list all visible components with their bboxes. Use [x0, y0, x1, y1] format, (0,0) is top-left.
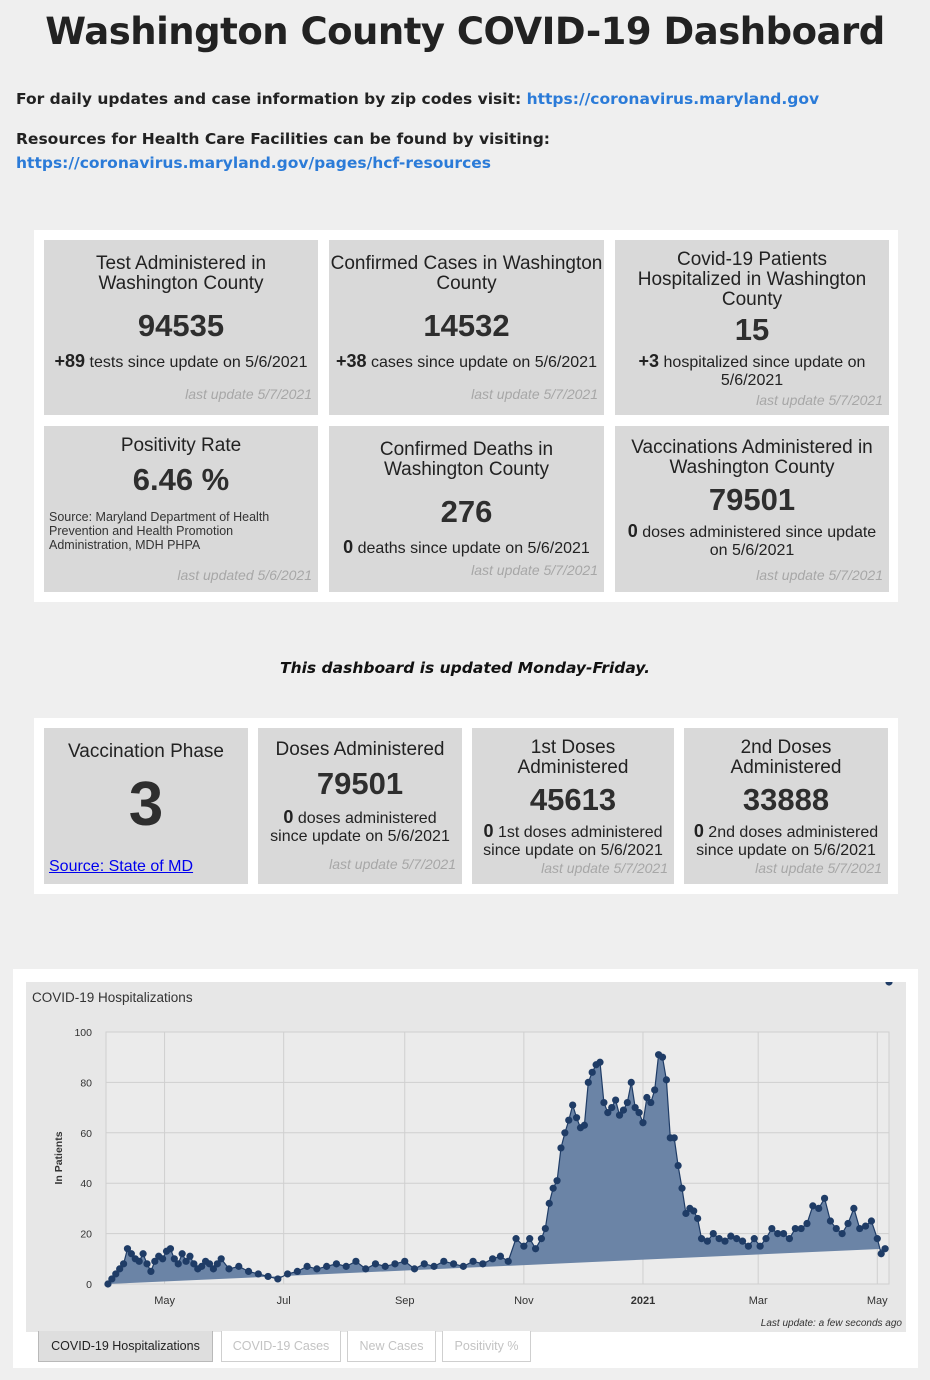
hospitalized-delta-number: +3 — [638, 351, 660, 371]
data-point — [218, 1255, 225, 1262]
tests-updated: last update 5/7/2021 — [185, 386, 312, 402]
data-point — [553, 1177, 560, 1184]
doses-delta — [258, 808, 462, 846]
vaccinations-delta — [615, 522, 889, 560]
data-point — [751, 1235, 758, 1242]
daily-updates-text: For daily updates and case information by zip codes visit: — [16, 90, 527, 108]
data-point — [585, 1079, 592, 1086]
chart-panel — [13, 969, 918, 1368]
data-point — [489, 1255, 496, 1262]
data-point — [581, 1122, 588, 1129]
data-point — [786, 1235, 793, 1242]
data-point — [569, 1101, 576, 1108]
data-point — [780, 1230, 787, 1237]
cases-title: Confirmed Cases in Washington County — [330, 253, 603, 294]
data-point — [333, 1260, 340, 1267]
tests-delta-number: +89 — [54, 351, 86, 371]
chart-title: COVID-19 Hospitalizations — [32, 990, 193, 1005]
data-point — [565, 1117, 572, 1124]
data-point — [639, 1119, 646, 1126]
hospitalized-card — [615, 240, 889, 415]
tab-new-cases[interactable]: New Cases — [347, 1331, 436, 1362]
data-point — [624, 1099, 631, 1106]
doses-updated: last update 5/7/2021 — [329, 856, 456, 872]
hospitalized-delta — [615, 352, 889, 390]
data-point — [136, 1258, 143, 1265]
vaccinations-delta-text: doses administered since update on 5/6/2021 — [637, 524, 877, 559]
state-md-source-link[interactable]: Source: State of MD — [49, 858, 194, 875]
data-point — [343, 1263, 350, 1270]
tests-card — [44, 240, 318, 415]
data-point — [628, 1079, 635, 1086]
data-point — [745, 1243, 752, 1250]
data-point — [608, 1104, 615, 1111]
data-point — [600, 1099, 607, 1106]
positivity-value: 6.46 % — [132, 462, 230, 497]
second-doses-title: 2nd Doses Administered — [730, 737, 842, 778]
data-point — [659, 1054, 666, 1061]
data-point — [460, 1263, 467, 1270]
stats-panel — [34, 230, 898, 602]
data-point — [382, 1263, 389, 1270]
data-point — [557, 1144, 564, 1151]
doses-value: 79501 — [316, 766, 404, 801]
second-doses-delta — [684, 822, 888, 860]
vaccinations-title: Vaccinations Administered in Washington County — [631, 437, 873, 478]
deaths-delta-number: 0 — [343, 537, 354, 557]
deaths-delta — [329, 538, 604, 558]
hospitalized-updated: last update 5/7/2021 — [756, 392, 883, 408]
positivity-title: Positivity Rate — [120, 435, 242, 456]
data-point — [372, 1260, 379, 1267]
data-point — [827, 1217, 834, 1224]
hcf-resources-line — [16, 127, 921, 175]
doses-delta-number: 0 — [283, 807, 294, 827]
positivity-updated: last updated 5/6/2021 — [177, 567, 312, 583]
data-point — [143, 1260, 150, 1267]
data-point — [225, 1265, 232, 1272]
data-point — [675, 1162, 682, 1169]
data-point — [833, 1225, 840, 1232]
deaths-card — [329, 426, 604, 592]
doses-title: Doses Administered — [275, 739, 445, 760]
data-point — [304, 1263, 311, 1270]
data-point — [430, 1263, 437, 1270]
data-point — [589, 1069, 596, 1076]
data-point — [647, 1099, 654, 1106]
vaccination-phase-title: Vaccination Phase — [68, 741, 224, 762]
hcf-resources-text: Resources for Health Care Facilities can be found by visiting: — [16, 130, 551, 148]
cases-card — [329, 240, 604, 415]
data-point — [401, 1258, 408, 1265]
data-point — [803, 1220, 810, 1227]
data-point — [245, 1268, 252, 1275]
y-tick-label: 40 — [80, 1178, 92, 1191]
data-point — [739, 1238, 746, 1245]
tests-title: Test Administered in Washington County — [95, 253, 267, 294]
vaccinations-updated: last update 5/7/2021 — [756, 567, 883, 583]
data-point — [175, 1260, 182, 1267]
tests-delta-text: tests since update on 5/6/2021 — [85, 354, 308, 371]
first-doses-value: 45613 — [529, 782, 617, 817]
hospitalized-delta-text: hospitalized since update on 5/6/2021 — [659, 354, 866, 389]
data-point — [323, 1263, 330, 1270]
data-point — [596, 1059, 603, 1066]
data-point — [612, 1096, 619, 1103]
data-point — [862, 1222, 869, 1229]
positivity-card — [44, 426, 318, 592]
data-point — [704, 1238, 711, 1245]
data-point — [352, 1258, 359, 1265]
first-doses-updated: last update 5/7/2021 — [541, 860, 668, 876]
hospitalizations-chart — [26, 982, 906, 1332]
coronavirus-md-link[interactable]: https://coronavirus.maryland.gov — [526, 90, 820, 108]
y-tick-label: 80 — [80, 1077, 92, 1090]
data-point — [651, 1086, 658, 1093]
cases-delta-text: cases since update on 5/6/2021 — [366, 354, 597, 371]
cases-delta-number: +38 — [336, 351, 367, 371]
data-point — [561, 1129, 568, 1136]
data-point — [179, 1250, 186, 1257]
data-point — [469, 1258, 476, 1265]
deaths-updated: last update 5/7/2021 — [471, 562, 598, 578]
data-point — [839, 1230, 846, 1237]
data-point — [635, 1109, 642, 1116]
deaths-value: 276 — [440, 494, 493, 529]
data-point — [274, 1275, 281, 1282]
tab-covid-cases[interactable]: COVID-19 Cases — [221, 1331, 341, 1362]
hospitalized-value: 15 — [734, 312, 770, 347]
data-point — [264, 1273, 271, 1280]
data-point — [497, 1253, 504, 1260]
data-point — [798, 1225, 805, 1232]
data-point — [546, 1200, 553, 1207]
data-point — [821, 1195, 828, 1202]
data-point — [721, 1238, 728, 1245]
cases-delta — [329, 352, 604, 372]
vaccinations-delta-number: 0 — [627, 521, 638, 541]
data-point — [844, 1220, 851, 1227]
vaccination-phase-value: 3 — [128, 770, 164, 839]
y-tick-label: 100 — [74, 1027, 92, 1039]
doses-card — [258, 728, 462, 884]
data-point — [411, 1265, 418, 1272]
data-point — [450, 1260, 457, 1267]
second-doses-card — [684, 728, 888, 884]
data-point — [550, 1185, 557, 1192]
data-point — [881, 1245, 888, 1252]
hcf-resources-link[interactable]: https://coronavirus.maryland.gov/pages/hcf-resources — [16, 154, 491, 172]
daily-updates-line — [16, 87, 921, 111]
data-point — [147, 1268, 154, 1275]
data-point — [440, 1258, 447, 1265]
first-doses-title: 1st Doses Administered — [517, 737, 629, 778]
data-point — [532, 1245, 539, 1252]
second-doses-delta-text: 2nd doses administered since update on 5/6/2021 — [696, 824, 879, 859]
chart-last-update: Last update: a few seconds ago — [760, 1318, 902, 1329]
data-point — [850, 1205, 857, 1212]
data-point — [694, 1215, 701, 1222]
data-point — [885, 982, 892, 986]
data-point — [815, 1205, 822, 1212]
data-point — [512, 1235, 519, 1242]
data-point — [671, 1134, 678, 1141]
positivity-source: Source: Maryland Department of Health Prevention and Health Promotion Administration, MDH PHPA — [49, 510, 270, 552]
tab-covid-hospitalizations[interactable]: COVID-19 Hospitalizations — [38, 1331, 213, 1362]
second-doses-delta-number: 0 — [693, 821, 704, 841]
data-point — [159, 1255, 166, 1262]
first-doses-delta — [472, 822, 674, 860]
data-point — [538, 1235, 545, 1242]
y-tick-label: 60 — [80, 1127, 92, 1140]
schedule-note: This dashboard is updated Monday-Friday. — [280, 659, 650, 677]
x-tick-label: 2021 — [630, 1295, 656, 1307]
deaths-delta-text: deaths since update on 5/6/2021 — [353, 540, 590, 557]
data-point — [520, 1243, 527, 1250]
x-tick-label: May — [866, 1295, 888, 1307]
data-point — [139, 1250, 146, 1257]
vaccine-panel — [34, 718, 898, 894]
data-point — [573, 1114, 580, 1121]
second-doses-value: 33888 — [742, 782, 830, 817]
y-axis-label: In Patients — [53, 1131, 65, 1185]
data-point — [690, 1207, 697, 1214]
first-doses-delta-text: 1st doses administered since update on 5/6/2021 — [483, 824, 663, 859]
data-point — [762, 1235, 769, 1242]
data-point — [678, 1185, 685, 1192]
data-point — [479, 1260, 486, 1267]
y-tick-label: 0 — [86, 1279, 92, 1291]
data-point — [542, 1225, 549, 1232]
first-doses-delta-number: 0 — [483, 821, 494, 841]
data-point — [768, 1225, 775, 1232]
data-point — [284, 1270, 291, 1277]
data-point — [391, 1260, 398, 1267]
data-point — [874, 1235, 881, 1242]
vaccination-phase-card — [44, 728, 248, 884]
tests-value: 94535 — [137, 308, 225, 343]
data-point — [710, 1230, 717, 1237]
data-point — [186, 1253, 193, 1260]
y-tick-label: 20 — [80, 1228, 92, 1241]
cases-value: 14532 — [423, 308, 510, 343]
data-point — [255, 1270, 262, 1277]
x-tick-label: Mar — [748, 1295, 768, 1307]
data-point — [313, 1265, 320, 1272]
tab-positivity[interactable]: Positivity % — [442, 1331, 531, 1362]
x-tick-label: Jul — [276, 1295, 291, 1307]
chart-area — [26, 982, 906, 1332]
vaccinations-card — [615, 426, 889, 592]
second-doses-updated: last update 5/7/2021 — [755, 860, 882, 876]
data-point — [757, 1243, 764, 1250]
data-point — [663, 1076, 670, 1083]
tests-delta — [44, 352, 318, 372]
data-point — [167, 1245, 174, 1252]
data-point — [120, 1260, 127, 1267]
data-point — [362, 1265, 369, 1272]
first-doses-card — [472, 728, 674, 884]
data-point — [294, 1268, 301, 1275]
x-tick-label: May — [154, 1295, 175, 1307]
hospitalized-title: Covid-19 Patients Hospitalized in Washington County — [637, 249, 867, 310]
x-tick-label: Nov — [514, 1295, 534, 1307]
data-point — [526, 1235, 533, 1242]
doses-delta-text: doses administered since update on 5/6/2021 — [270, 810, 450, 845]
cases-updated: last update 5/7/2021 — [471, 386, 598, 402]
data-point — [505, 1258, 512, 1265]
data-point — [868, 1217, 875, 1224]
data-point — [620, 1107, 627, 1114]
data-point — [421, 1260, 428, 1267]
page-title: Washington County COVID-19 Dashboard — [45, 10, 885, 53]
data-point — [235, 1263, 242, 1270]
deaths-title: Confirmed Deaths in Washington County — [379, 439, 554, 480]
vaccinations-value: 79501 — [708, 482, 796, 517]
x-tick-label: Sep — [394, 1295, 415, 1307]
